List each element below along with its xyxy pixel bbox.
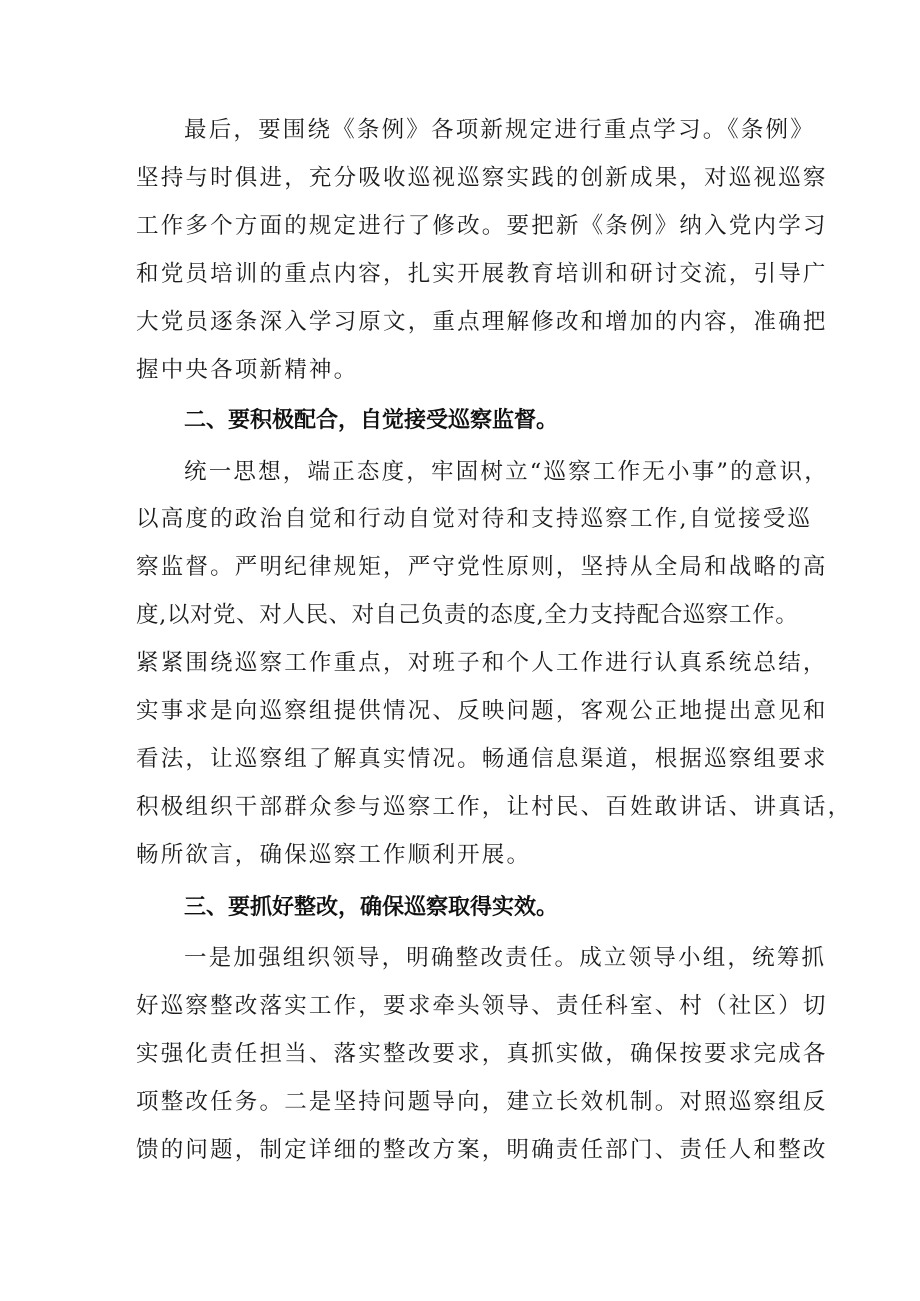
paragraph-2-line-8: 积极组织干部群众参与巡察工作，让村民、百姓敢讲话、讲真话， — [136, 794, 853, 820]
paragraph-2-line-3: 察监督。严明纪律规矩，严守党性原则，坚持从全局和战略的高 — [136, 554, 828, 580]
paragraph-3-line-1: 一是加强组织领导，明确整改责任。成立领导小组，统筹抓 — [184, 945, 827, 971]
paragraph-1-line-2: 坚持与时俱进，充分吸收巡视巡察实践的创新成果，对巡视巡察 — [136, 165, 828, 191]
paragraph-2-line-7: 看法，让巡察组了解真实情况。畅通信息渠道，根据巡察组要求 — [136, 746, 828, 772]
paragraph-2-line-9: 畅所欲言，确保巡察工作顺利开展。 — [136, 842, 532, 868]
paragraph-2-line-6: 实事求是向巡察组提供情况、反映问题，客观公正地提出意见和 — [136, 698, 828, 724]
paragraph-2-line-2: 以高度的政治自觉和行动自觉对待和支持巡察工作,自觉接受巡 — [136, 506, 813, 532]
section-heading-2: 二、要积极配合，自觉接受巡察监督。 — [184, 408, 559, 433]
paragraph-1-line-6: 握中央各项新精神。 — [136, 357, 359, 383]
section-heading-3: 三、要抓好整改，确保巡察取得实效。 — [184, 895, 559, 920]
paragraph-2-line-5: 紧紧围绕巡察工作重点，对班子和个人工作进行认真系统总结， — [136, 650, 828, 676]
paragraph-3-line-4: 项整改任务。二是坚持问题导向，建立长效机制。对照巡察组反 — [136, 1089, 828, 1115]
paragraph-1-line-1: 最后，要围绕《条例》各项新规定进行重点学习。《条例》 — [184, 117, 815, 143]
paragraph-3-line-2: 好巡察整改落实工作，要求牵头领导、责任科室、村（社区）切 — [136, 993, 828, 1019]
paragraph-3-line-3: 实强化责任担当、落实整改要求，真抓实做，确保按要求完成各 — [136, 1041, 828, 1067]
paragraph-2-line-4: 度,以对党、对人民、对自己负责的态度,全力支持配合巡察工作。 — [136, 602, 799, 628]
paragraph-1-line-4: 和党员培训的重点内容，扎实开展教育培训和研讨交流，引导广 — [136, 261, 828, 287]
paragraph-1-line-3: 工作多个方面的规定进行了修改。要把新《条例》纳入党内学习 — [136, 213, 828, 239]
paragraph-2-line-1: 统一思想，端正态度，牢固树立“巡察工作无小事”的意识， — [184, 459, 829, 485]
paragraph-1-line-5: 大党员逐条深入学习原文，重点理解修改和增加的内容，准确把 — [136, 309, 828, 335]
paragraph-3-line-5: 馈的问题，制定详细的整改方案，明确责任部门、责任人和整改 — [136, 1137, 828, 1163]
